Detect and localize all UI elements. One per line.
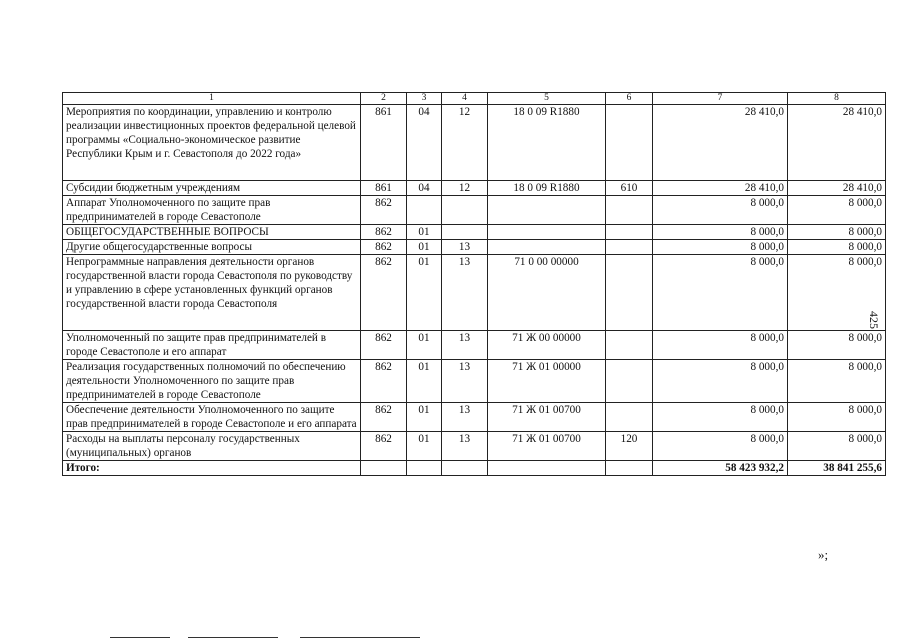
section-code: 01 <box>407 331 442 360</box>
amount-year-1: 8 000,0 <box>653 432 788 461</box>
target-article-code: 71 Ж 00 00000 <box>488 331 606 360</box>
expense-type-code: 120 <box>606 432 653 461</box>
amount-year-2: 8 000,0 <box>788 225 886 240</box>
table-row <box>63 240 886 255</box>
section-code: 04 <box>407 181 442 196</box>
expense-type-code <box>606 240 653 255</box>
amount-year-2: 8 000,0 <box>788 432 886 461</box>
empty-cell <box>606 461 653 476</box>
amount-year-1: 8 000,0 <box>653 255 788 331</box>
target-article-code: 18 0 09 R1880 <box>488 105 606 181</box>
page-number: 425 <box>867 311 881 329</box>
amount-year-1: 8 000,0 <box>653 403 788 432</box>
expense-type-code <box>606 255 653 331</box>
amount-year-2: 8 000,0 <box>788 240 886 255</box>
table-row <box>63 196 886 225</box>
expense-type-code <box>606 105 653 181</box>
amount-year-1: 8 000,0 <box>653 196 788 225</box>
table-row <box>63 403 886 432</box>
expense-type-code: 610 <box>606 181 653 196</box>
empty-cell <box>407 461 442 476</box>
column-header: 3 <box>407 93 442 105</box>
target-article-code: 18 0 09 R1880 <box>488 181 606 196</box>
column-header: 4 <box>442 93 488 105</box>
amount-year-1: 8 000,0 <box>653 240 788 255</box>
amount-year-2: 8 000,0 <box>788 360 886 403</box>
amount-year-2: 8 000,0 <box>788 196 886 225</box>
scan-artifact-line <box>188 637 278 638</box>
row-name: Обеспечение деятельности Уполномоченного по защите прав предпринимателей в городе Севастополе и его аппарата <box>63 403 361 432</box>
closing-quote-mark: »; <box>818 547 829 562</box>
section-code: 01 <box>407 403 442 432</box>
budget-table <box>62 92 886 476</box>
column-header: 2 <box>361 93 407 105</box>
row-name: Уполномоченный по защите прав предпринимателей в городе Севастополе и его аппарат <box>63 331 361 360</box>
ministry-code: 862 <box>361 403 407 432</box>
target-article-code <box>488 196 606 225</box>
target-article-code: 71 Ж 01 00700 <box>488 432 606 461</box>
expense-type-code <box>606 196 653 225</box>
column-header: 8 <box>788 93 886 105</box>
section-code: 01 <box>407 432 442 461</box>
row-name: Аппарат Уполномоченного по защите прав предпринимателей в городе Севастополе <box>63 196 361 225</box>
scan-artifact-line <box>300 637 420 638</box>
amount-year-1: 28 410,0 <box>653 105 788 181</box>
subsection-code: 12 <box>442 181 488 196</box>
ministry-code: 862 <box>361 240 407 255</box>
row-name: Другие общегосударственные вопросы <box>63 240 361 255</box>
subsection-code: 13 <box>442 240 488 255</box>
subsection-code: 13 <box>442 331 488 360</box>
amount-year-1: 8 000,0 <box>653 360 788 403</box>
subsection-code: 13 <box>442 403 488 432</box>
target-article-code: 71 0 00 00000 <box>488 255 606 331</box>
amount-year-2: 8 000,0 <box>788 255 886 331</box>
row-name: Мероприятия по координации, управлению и контролю реализации инвестиционных проектов федеральной целевой программы «Социально-экономическое развитие Республики Крым и г. Севастополя до 2022 года» <box>63 105 361 181</box>
total-amount-year-1: 58 423 932,2 <box>653 461 788 476</box>
table-row <box>63 181 886 196</box>
expense-type-code <box>606 225 653 240</box>
target-article-code <box>488 240 606 255</box>
table-row <box>63 360 886 403</box>
ministry-code: 861 <box>361 181 407 196</box>
column-header: 6 <box>606 93 653 105</box>
ministry-code: 862 <box>361 331 407 360</box>
empty-cell <box>442 461 488 476</box>
ministry-code: 862 <box>361 196 407 225</box>
amount-year-1: 28 410,0 <box>653 181 788 196</box>
row-name: Реализация государственных полномочий по обеспечению деятельности Уполномоченного по защите прав предпринимателей в городе Севастополе <box>63 360 361 403</box>
ministry-code: 862 <box>361 360 407 403</box>
subsection-code: 13 <box>442 360 488 403</box>
row-name: Расходы на выплаты персоналу государственных (муниципальных) органов <box>63 432 361 461</box>
subsection-code: 13 <box>442 432 488 461</box>
ministry-code: 862 <box>361 432 407 461</box>
amount-year-2: 8 000,0 <box>788 403 886 432</box>
section-code: 04 <box>407 105 442 181</box>
column-header: 7 <box>653 93 788 105</box>
table-row <box>63 331 886 360</box>
table-row <box>63 105 886 181</box>
empty-cell <box>361 461 407 476</box>
amount-year-2: 28 410,0 <box>788 181 886 196</box>
section-code: 01 <box>407 225 442 240</box>
subsection-code <box>442 196 488 225</box>
table-row <box>63 432 886 461</box>
total-label: Итого: <box>63 461 361 476</box>
target-article-code: 71 Ж 01 00700 <box>488 403 606 432</box>
target-article-code <box>488 225 606 240</box>
section-code: 01 <box>407 240 442 255</box>
expense-type-code <box>606 331 653 360</box>
section-code: 01 <box>407 255 442 331</box>
ministry-code: 861 <box>361 105 407 181</box>
target-article-code: 71 Ж 01 00000 <box>488 360 606 403</box>
row-name: Непрограммные направления деятельности органов государственной власти города Севастополя по руководству и управлению в сфере установленных функций органов государственной власти города Севастополя <box>63 255 361 331</box>
subsection-code: 12 <box>442 105 488 181</box>
column-header: 1 <box>63 93 361 105</box>
ministry-code: 862 <box>361 225 407 240</box>
total-amount-year-2: 38 841 255,6 <box>788 461 886 476</box>
scan-artifact-line <box>110 637 170 638</box>
total-row <box>63 461 886 476</box>
section-code <box>407 196 442 225</box>
amount-year-1: 8 000,0 <box>653 225 788 240</box>
table-row <box>63 225 886 240</box>
row-name: ОБЩЕГОСУДАРСТВЕННЫЕ ВОПРОСЫ <box>63 225 361 240</box>
column-header-row <box>63 93 886 105</box>
amount-year-2: 8 000,0 <box>788 331 886 360</box>
subsection-code: 13 <box>442 255 488 331</box>
expense-type-code <box>606 403 653 432</box>
row-name: Субсидии бюджетным учреждениям <box>63 181 361 196</box>
subsection-code <box>442 225 488 240</box>
expense-type-code <box>606 360 653 403</box>
column-header: 5 <box>488 93 606 105</box>
amount-year-1: 8 000,0 <box>653 331 788 360</box>
amount-year-2: 28 410,0 <box>788 105 886 181</box>
section-code: 01 <box>407 360 442 403</box>
empty-cell <box>488 461 606 476</box>
ministry-code: 862 <box>361 255 407 331</box>
table-row <box>63 255 886 331</box>
